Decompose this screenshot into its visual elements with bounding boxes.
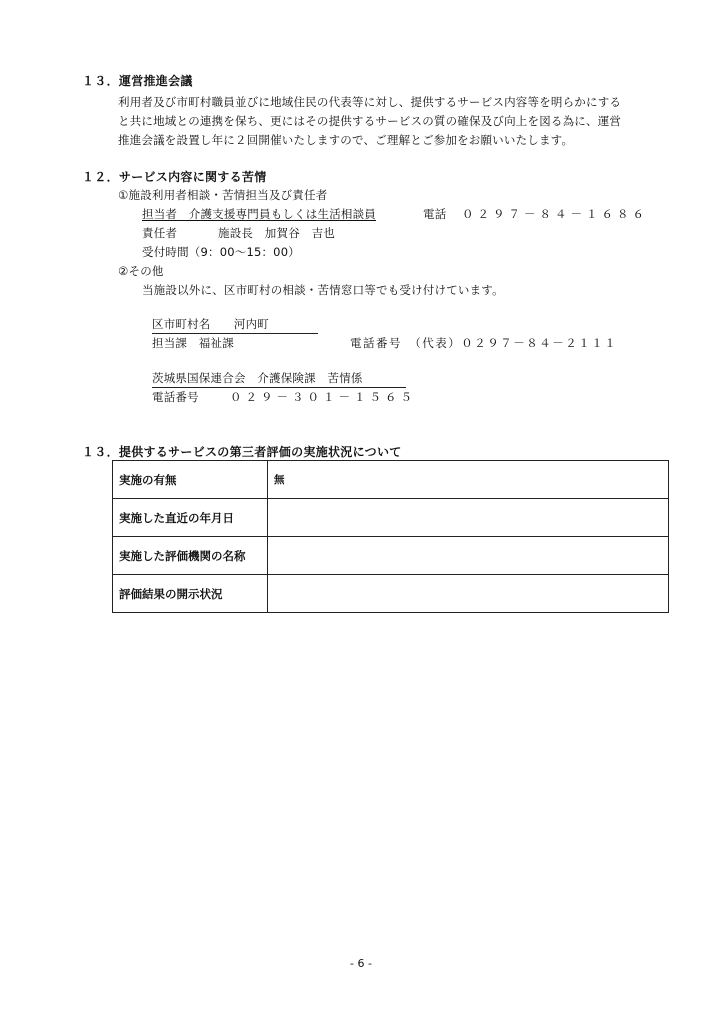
evaluation-label: 実施の有無 bbox=[113, 461, 268, 499]
municipality-dept: 担当課 福祉課 bbox=[152, 336, 234, 350]
facility-contact-title: ①施設利用者相談・苦情担当及び責任者 bbox=[118, 188, 328, 202]
table-row bbox=[113, 499, 669, 537]
union-phone-label: 電話番号 bbox=[152, 390, 199, 404]
evaluation-value bbox=[268, 575, 669, 613]
evaluation-heading: １３．提供するサービスの第三者評価の実施状況について bbox=[82, 445, 402, 459]
meeting-line-1: 利用者及び市町村職員並びに地域住民の代表等に対し、提供するサービス内容等を明らかにする bbox=[118, 95, 622, 109]
responsible-label: 責任者 bbox=[142, 226, 178, 240]
evaluation-value: 無 bbox=[268, 461, 669, 499]
meeting-line-2: と共に地域との連携を保ち、更にはその提供するサービスの質の確保及び向上を図る為に、運営 bbox=[118, 114, 622, 128]
person-in-charge: 担当者 介護支援専門員もしくは生活相談員 bbox=[142, 207, 376, 221]
other-title: ②その他 bbox=[118, 264, 164, 278]
table-row bbox=[113, 461, 669, 499]
table-row bbox=[113, 575, 669, 613]
facility-phone-label: 電話 bbox=[423, 207, 447, 221]
municipality-phone: 電話番号 （代表）０２９７－８４－２１１１ bbox=[350, 336, 618, 350]
page-number: - 6 - bbox=[350, 957, 372, 970]
evaluation-label: 実施した直近の年月日 bbox=[113, 499, 268, 537]
meeting-line-3: 推進会議を設置し年に２回開催いたしますので、ご理解とご参加をお願いいたします。 bbox=[118, 133, 574, 147]
complaints-heading: １２．サービス内容に関する苦情 bbox=[82, 170, 267, 184]
insurance-union: 茨城県国保連合会 介護保険課 苦情係 bbox=[152, 370, 406, 388]
evaluation-label: 評価結果の開示状況 bbox=[113, 575, 268, 613]
evaluation-label: 実施した評価機関の名称 bbox=[113, 537, 268, 575]
other-note: 当施設以外に、区市町村の相談・苦情窓口等でも受け付けています。 bbox=[142, 283, 504, 297]
responsible-person: 施設長 加賀谷 吉也 bbox=[218, 226, 335, 240]
reception-hours: 受付時間（9：00～15：00） bbox=[142, 245, 300, 259]
table-row bbox=[113, 537, 669, 575]
municipality-name: 区市町村名 河内町 bbox=[152, 316, 318, 334]
union-phone: ０２９－３０１－１５６５ bbox=[230, 390, 416, 404]
meeting-heading: １３．運営推進会議 bbox=[82, 74, 193, 88]
evaluation-value bbox=[268, 537, 669, 575]
evaluation-table bbox=[112, 460, 669, 613]
facility-phone: ０２９７－８４－１６８６ bbox=[462, 207, 648, 221]
evaluation-value bbox=[268, 499, 669, 537]
